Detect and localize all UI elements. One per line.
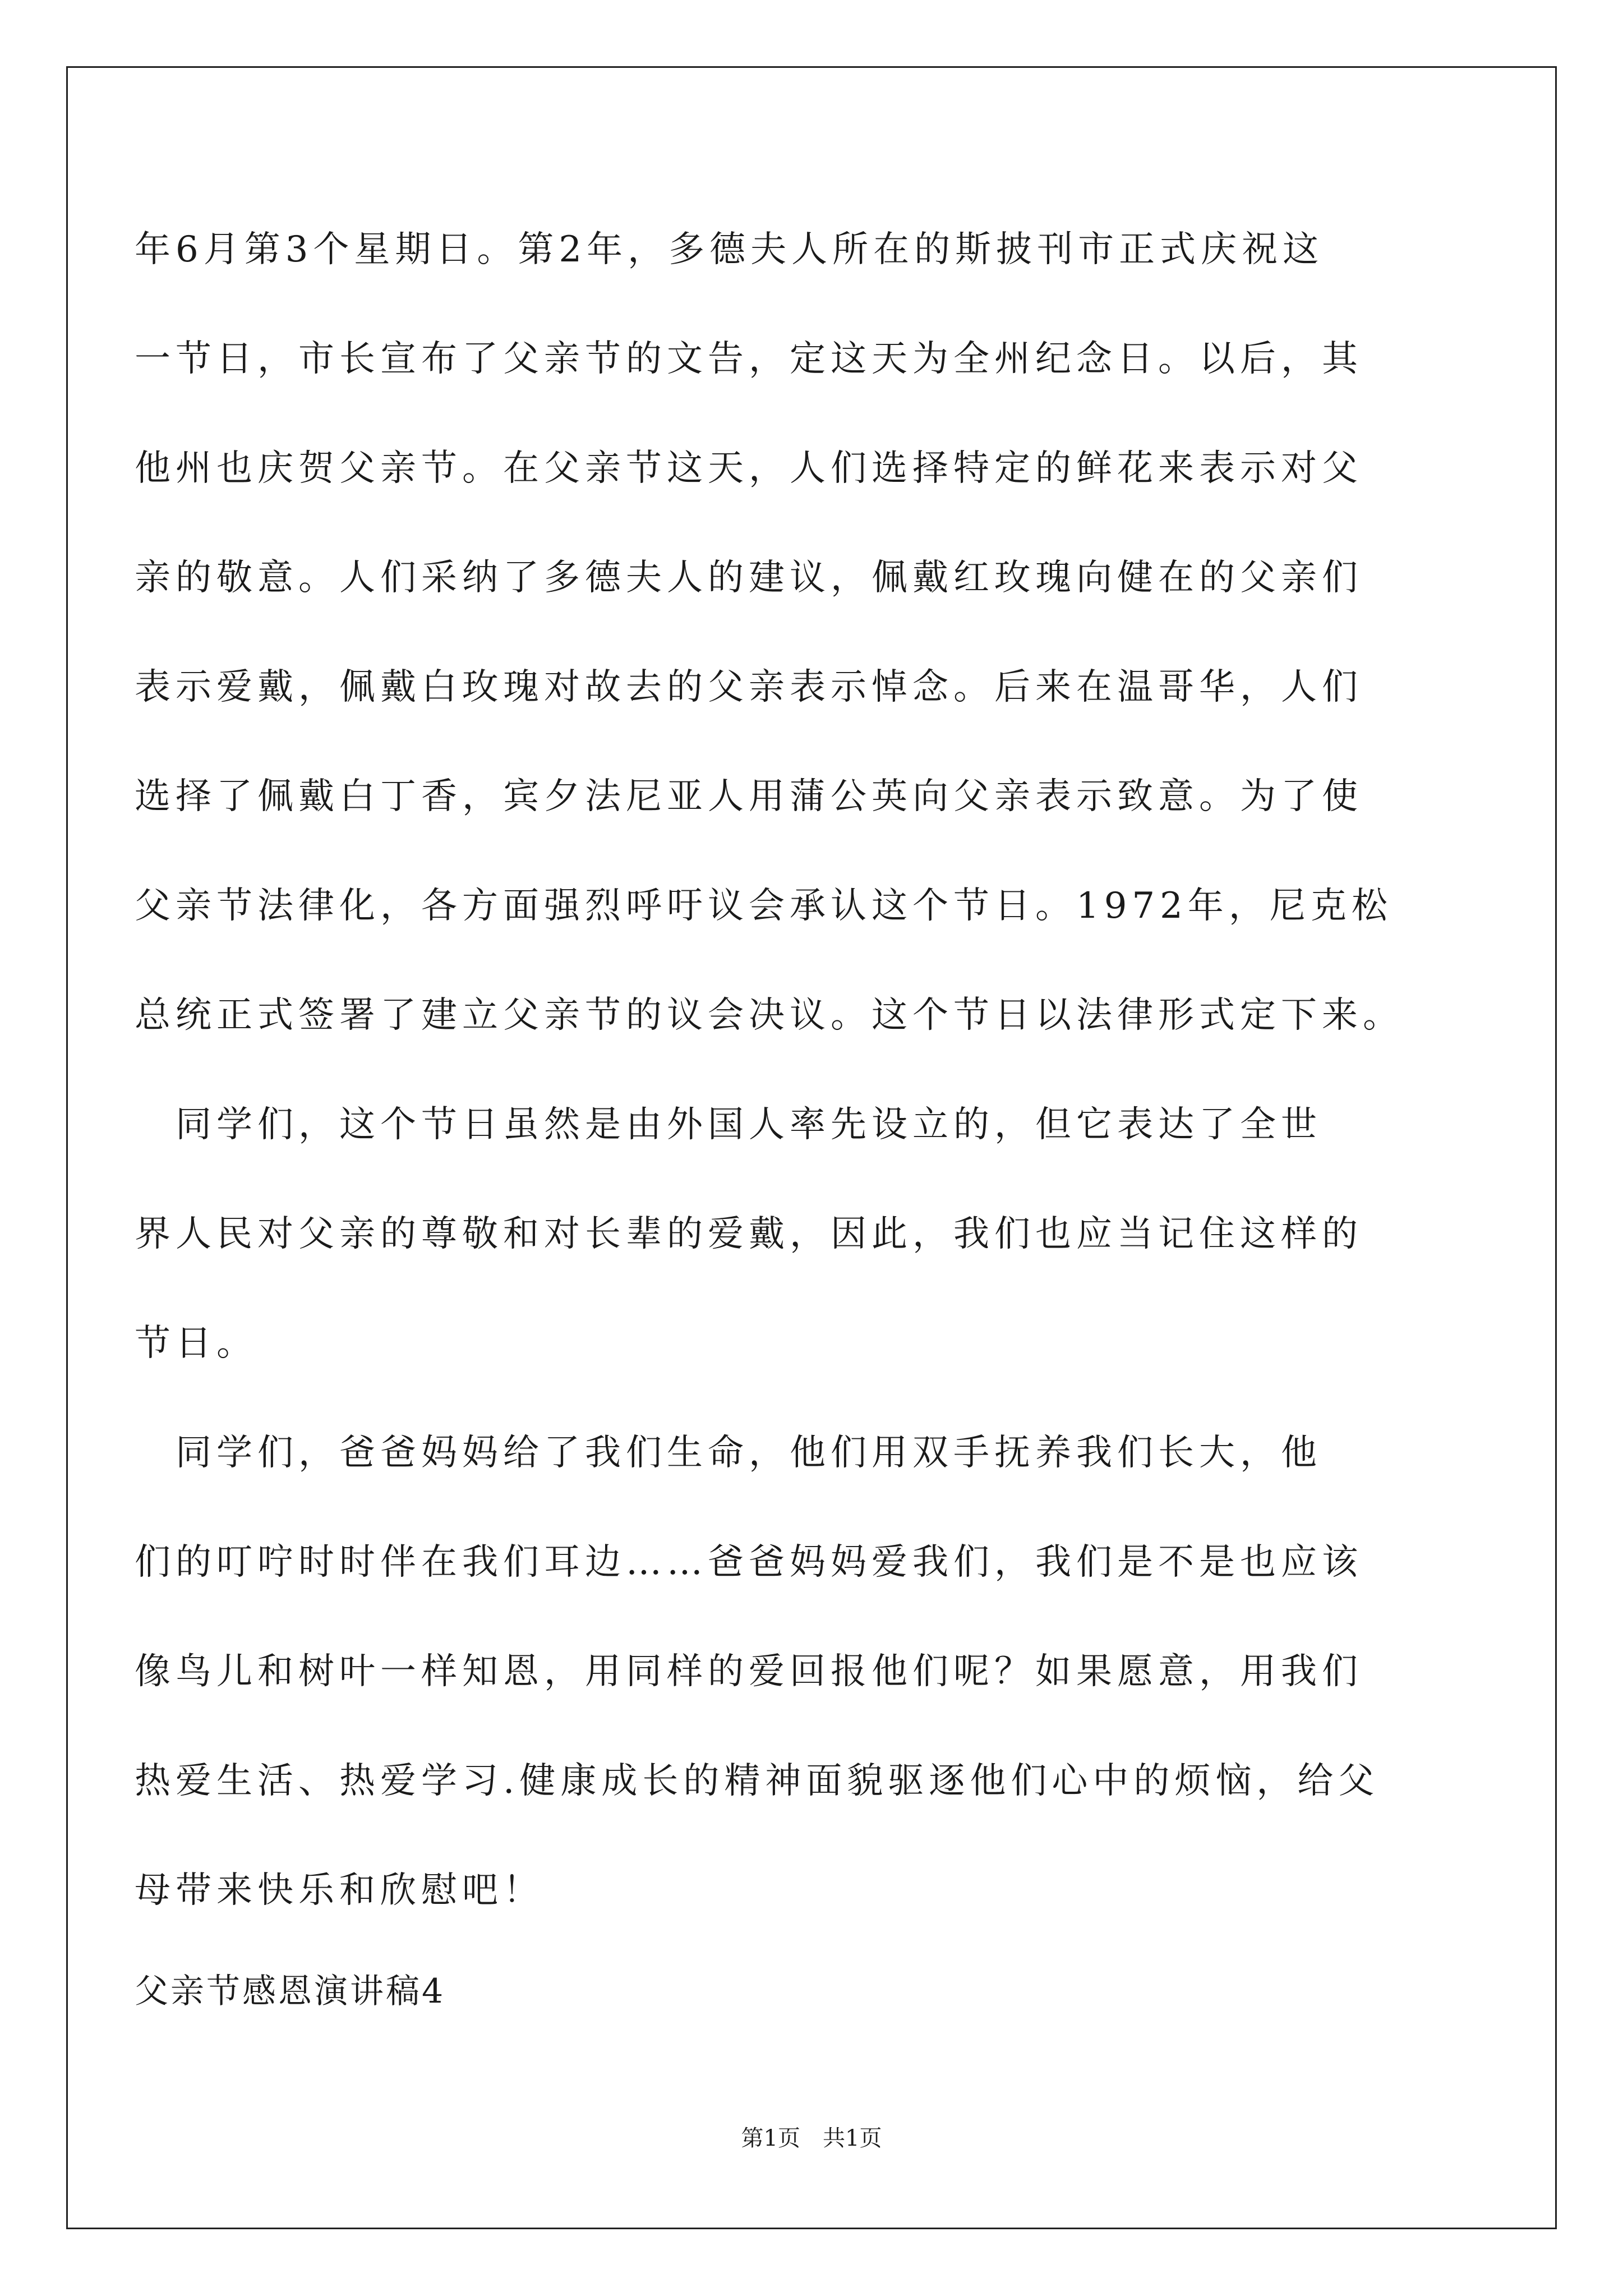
text-line: 父亲节法律化，各方面强烈呼吁议会承认这个节日。1972年，尼克松 (135, 885, 1393, 927)
text-line: 界人民对父亲的尊敬和对长辈的爱戴，因此，我们也应当记住这样的 (135, 1213, 1363, 1255)
text-line: 节日。 (135, 1323, 257, 1364)
text-line: 母带来快乐和欣慰吧！ (135, 1870, 544, 1911)
text-line: 们的叮咛时时伴在我们耳边……爸爸妈妈爱我们，我们是不是也应该 (135, 1542, 1363, 1583)
page-footer: 第1页 共1页 (741, 2125, 882, 2151)
text-line: 亲的敬意。人们采纳了多德夫人的建议，佩戴红玫瑰向健在的父亲们 (135, 557, 1363, 599)
section-heading: 父亲节感恩演讲稿4 (135, 1972, 446, 2011)
text-line: 年6月第3个星期日。第2年，多德夫人所在的斯披刊市正式庆祝这 (135, 229, 1324, 270)
text-line: 他州也庆贺父亲节。在父亲节这天，人们选择特定的鲜花来表示对父 (135, 448, 1363, 489)
text-line: 总统正式签署了建立父亲节的议会决议。这个节日以法律形式定下来。 (135, 995, 1404, 1036)
text-line: 同学们，这个节日虽然是由外国人率先设立的，但它表达了全世 (135, 1104, 1322, 1145)
text-line: 热爱生活、热爱学习.健康成长的精神面貌驱逐他们心中的烦恼，给父 (135, 1760, 1380, 1802)
text-line: 选择了佩戴白丁香，宾夕法尼亚人用蒲公英向父亲表示致意。为了使 (135, 776, 1363, 817)
text-line: 表示爱戴，佩戴白玫瑰对故去的父亲表示悼念。后来在温哥华，人们 (135, 666, 1363, 708)
text-line: 像鸟儿和树叶一样知恩，用同样的爱回报他们呢？如果愿意，用我们 (135, 1651, 1363, 1692)
text-line: 一节日，市长宣布了父亲节的文告，定这天为全州纪念日。以后，其 (135, 338, 1363, 380)
text-line: 同学们，爸爸妈妈给了我们生命，他们用双手抚养我们长大，他 (135, 1432, 1322, 1474)
